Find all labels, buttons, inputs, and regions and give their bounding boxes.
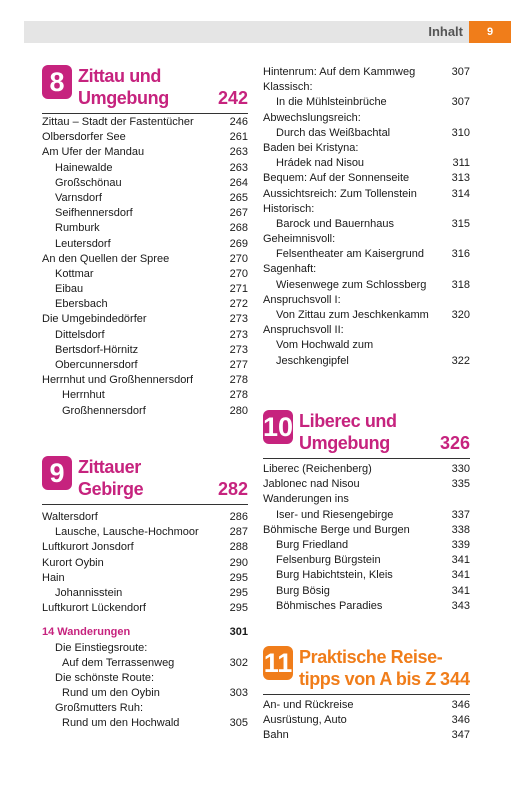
section-number-badge: 8 — [42, 65, 72, 99]
section-entries — [263, 462, 470, 614]
section-entries — [263, 698, 470, 744]
toc-entry[interactable]: Die Einstiegsroute: — [55, 641, 148, 654]
toc-entry[interactable]: Hain 295 — [42, 571, 248, 584]
toc-entry[interactable]: Varnsdorf 265 — [55, 191, 248, 204]
toc-entry[interactable]: Hrádek nad Nisou 311 — [276, 157, 470, 170]
toc-entry[interactable]: Von Zittau zum Jeschkenkamm 320 — [276, 309, 470, 321]
section-number-badge: 11 — [263, 648, 293, 678]
toc-entry[interactable]: An den Quellen der Spree 270 — [42, 252, 248, 265]
toc-entry[interactable]: Herrnhut 278 — [62, 389, 248, 402]
toc-entry[interactable]: Waltersdorf 286 — [42, 511, 248, 523]
toc-entry[interactable]: Geheimnisvoll: — [263, 233, 336, 246]
section-number-badge: 9 — [42, 456, 72, 490]
toc-entry[interactable]: Barock und Bauernhaus 315 — [276, 217, 470, 230]
toc-entry[interactable]: Hintenrum: Auf dem Kammweg 307 — [263, 66, 470, 78]
section-title-line1: Liberec und — [299, 411, 397, 431]
toc-entry[interactable]: Aussichtsreich: Zum Tollenstein 314 — [263, 187, 470, 200]
toc-entry[interactable]: Vom Hochwald zum — [276, 339, 374, 352]
toc-entry[interactable]: Bertsdorf-Hörnitz 273 — [55, 343, 248, 356]
toc-entry[interactable]: Luftkurort Jonsdorf 288 — [42, 541, 248, 554]
section-title — [78, 65, 169, 109]
section-divider — [263, 694, 470, 695]
toc-entry[interactable]: Ebersbach 272 — [55, 298, 248, 311]
section-title — [299, 646, 442, 690]
toc-entry[interactable]: Hainewalde 263 — [55, 161, 248, 174]
toc-entry[interactable]: Baden bei Kristyna: — [263, 141, 359, 154]
toc-entry[interactable]: Olbersdorfer See 261 — [42, 131, 248, 144]
toc-entry[interactable]: Rund um den Hochwald 305 — [62, 717, 248, 730]
section-page: 344 — [439, 669, 470, 689]
section-title — [78, 456, 143, 500]
section-title-line2: tipps von A bis Z — [299, 669, 436, 689]
toc-entry[interactable]: Abwechslungsreich: — [263, 111, 361, 124]
toc-entry[interactable]: Böhmisches Paradies 343 — [276, 599, 470, 612]
toc-entry[interactable]: Eibau 271 — [55, 283, 248, 296]
toc-entry[interactable]: Burg Friedland 339 — [276, 538, 470, 551]
section-page: 242 — [217, 88, 248, 108]
toc-entry[interactable]: In die Mühlsteinbrüche 307 — [276, 96, 470, 109]
toc-entry[interactable]: Dittelsdorf 273 — [55, 328, 248, 341]
toc-entry[interactable]: Bequem: Auf der Sonnenseite 313 — [263, 172, 470, 185]
section-page: 282 — [217, 479, 248, 499]
header-title: Inhalt — [428, 24, 463, 39]
section-title — [299, 410, 397, 454]
toc-entry[interactable]: Iser- und Riesengebirge 337 — [276, 508, 470, 521]
toc-entry[interactable]: Jeschkengipfel 322 — [276, 354, 470, 367]
page-header — [0, 21, 511, 43]
toc-entry[interactable]: Jablonec nad Nisou 335 — [263, 478, 470, 491]
toc-entry[interactable]: Herrnhut und Großhennersdorf 278 — [42, 374, 248, 387]
section-title-line2: Umgebung — [78, 88, 169, 108]
toc-entry[interactable]: Historisch: — [263, 202, 315, 215]
toc-entry[interactable]: Wanderungen ins — [263, 493, 349, 506]
section-entries — [42, 510, 248, 732]
toc-entry[interactable]: Felsenburg Bürgstein 341 — [276, 554, 470, 567]
header-page-number: 9 — [469, 21, 511, 43]
toc-entry[interactable]: Sagenhaft: — [263, 263, 317, 276]
toc-entry[interactable]: Obercunnersdorf 277 — [55, 359, 248, 371]
toc-entry[interactable]: Felsentheater am Kaisergrund 316 — [276, 248, 470, 261]
toc-entry[interactable]: Die Umgebindedörfer 273 — [42, 313, 248, 326]
header-bar — [24, 21, 469, 43]
toc-entry[interactable]: Lausche, Lausche-Hochmoor 287 — [55, 526, 248, 539]
toc-entry[interactable]: Auf dem Terrassenweg 302 — [62, 656, 248, 669]
toc-entry[interactable]: Die schönste Route: — [55, 671, 155, 684]
toc-entry[interactable]: Bahn 347 — [263, 729, 470, 742]
section-title-line1: Zittau und — [78, 66, 161, 86]
toc-entry[interactable]: An- und Rückreise 346 — [263, 699, 470, 711]
section-title-line1: Praktische Reise- — [299, 647, 443, 667]
toc-entry[interactable]: Burg Bösig 341 — [276, 584, 470, 597]
section-number-badge: 10 — [263, 412, 294, 442]
toc-entry[interactable]: Böhmische Berge und Burgen 338 — [263, 523, 470, 536]
section-title-line1: Zittauer — [78, 457, 141, 477]
toc-entry[interactable]: Großschönau 264 — [55, 176, 248, 189]
toc-entry[interactable]: Klassisch: — [263, 81, 313, 94]
toc-entry[interactable]: Leutersdorf 269 — [55, 237, 248, 250]
section-divider — [42, 113, 248, 114]
toc-entry[interactable]: Rund um den Oybin 303 — [62, 687, 248, 700]
toc-entry[interactable]: Ausrüstung, Auto 346 — [263, 714, 470, 727]
toc-entry[interactable]: Johannisstein 295 — [55, 586, 248, 599]
toc-entry[interactable]: Liberec (Reichenberg) 330 — [263, 463, 470, 475]
toc-entry[interactable]: Großmutters Ruh: — [55, 702, 144, 715]
toc-entry[interactable]: Burg Habichtstein, Kleis 341 — [276, 569, 470, 582]
toc-entry[interactable]: Seifhennersdorf 267 — [55, 207, 248, 220]
toc-entry[interactable]: Kottmar 270 — [55, 267, 248, 280]
toc-entry[interactable]: Kurort Oybin 290 — [42, 556, 248, 569]
section-title-line2: Gebirge — [78, 479, 144, 499]
toc-entry[interactable]: Rumburk 268 — [55, 222, 248, 235]
section-entries — [42, 115, 248, 419]
toc-entry[interactable]: Anspruchsvoll II: — [263, 324, 344, 337]
section-title-line2: Umgebung — [299, 433, 390, 453]
section-divider — [42, 504, 248, 505]
toc-entry[interactable]: Am Ufer der Mandau 263 — [42, 146, 248, 159]
toc-entry[interactable]: Zittau – Stadt der Fastentücher 246 — [42, 116, 248, 128]
toc-entry[interactable]: Anspruchsvoll I: — [263, 293, 341, 306]
walks-continued — [263, 65, 470, 369]
toc-entry[interactable]: Luftkurort Lückendorf 295 — [42, 602, 248, 615]
toc-entry[interactable]: Großhennersdorf 280 — [62, 404, 248, 417]
toc-entry[interactable]: Durch das Weißbachtal 310 — [276, 126, 470, 139]
toc-subheading-wanderungen[interactable]: 14 Wanderungen 301 — [42, 626, 248, 639]
section-divider — [263, 458, 470, 459]
toc-entry[interactable]: Wiesenwege zum Schlossberg 318 — [276, 278, 470, 291]
section-page: 326 — [439, 433, 470, 453]
